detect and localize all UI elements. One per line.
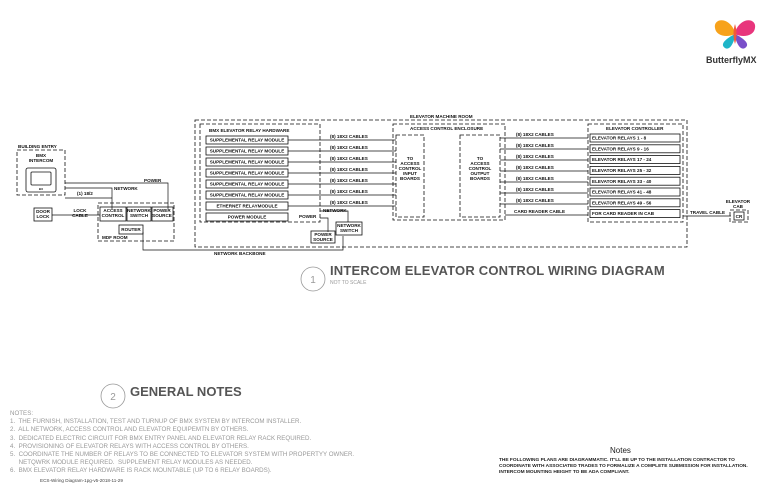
left-cable-label: (8) 18X2 CABLES <box>330 189 368 194</box>
general-notes-title: GENERAL NOTES <box>130 384 242 399</box>
network-backbone-label: NETWORK BACKBONE <box>214 251 266 256</box>
general-notes-list <box>10 410 430 476</box>
machine-room-power-source-label: POWER SOURCE <box>313 232 333 242</box>
general-note-item: 4. PROVISIONING OF ELEVATOR RELAYS WITH ACCESS CONTROL BY OTHERS. <box>10 442 249 450</box>
elevator-cab-title: ELEVATOR CAB <box>725 199 751 209</box>
elevator-relay-label: ELEVATOR RELAYS 41 - 48 <box>592 189 652 195</box>
right-cable-label: (8) 18X2 CABLES <box>516 176 554 181</box>
general-note-item: 3. DEDICATED ELECTRIC CIRCUIT FOR BMX ENTRY PANEL AND ELEVATOR RELAY RACK REQUIRED. <box>10 434 312 442</box>
travel-cable-label: TRAVEL CABLE <box>690 210 726 215</box>
relay-module-label: POWER MODULE <box>227 214 267 220</box>
relay-module-list <box>206 136 320 221</box>
bmx-intercom-label: BMX INTERCOM <box>28 153 54 163</box>
relay-module-label: SUPPLEMENTAL RELAY MODULE <box>209 181 285 187</box>
elevator-controller-title: ELEVATOR CONTROLLER <box>606 126 664 131</box>
machine-room-network-label: NETWORK <box>323 208 347 213</box>
elevator-relay-label: ELEVATOR RELAYS 17 - 24 <box>592 157 652 163</box>
left-cable-label: (8) 18X2 CABLES <box>330 200 368 205</box>
right-cable-label: (8) 18X2 CABLES <box>516 187 554 192</box>
machine-room-power-label: POWER <box>299 214 317 219</box>
elevator-relay-label: FOR CARD READER IN CAB <box>592 211 655 217</box>
relay-module-label: SUPPLEMENTAL RELAY MODULE <box>209 170 285 176</box>
left-cable-label: (8) 18X2 CABLES <box>330 145 368 150</box>
access-control-enclosure-title: ACCESS CONTROL ENCLOSURE <box>410 126 484 131</box>
svg-text:BX: BX <box>38 187 44 191</box>
relay-module-label: SUPPLEMENTAL RELAY MODULE <box>209 159 285 165</box>
relay-hardware-title: BMX ELEVATOR RELAY HARDWARE <box>209 128 290 133</box>
cable-18-2-label: (1) 18/2 <box>77 191 93 196</box>
general-note-item: NETQWRK MODULE REQUIRED. SUPPLEMENT RELAY MODULES AS NEEDED. <box>10 459 253 467</box>
general-notes-heading: NOTES: <box>10 410 34 417</box>
right-cable-label: (8) 18X2 CABLES <box>516 198 554 203</box>
mdf-network-label: NETWORK <box>114 186 138 191</box>
router-label: ROUTER <box>121 227 141 232</box>
card-reader-box-label: CR <box>735 214 743 219</box>
footer-filename: ECS-Wiring Diagram-1pg-v5-2018-11-29 <box>40 478 123 483</box>
intercom-screen-icon <box>31 172 51 185</box>
machine-room-title: ELEVATOR MACHINE ROOM <box>410 114 473 119</box>
side-notes-text: THE FOLLOWING PLANS ARE DIAGRAMMATIC. IT'LL BE UP TO THE INSTALLATION CONTRACTOR TO COORDINATE WITH ASSOCIATED TRADES TO FORMALIZE A COMPLETE SUBMISSION FOR INSTALLATION. INTERCOM MOUNTING HEIGHT TO BE ADA COMPLIANT. <box>499 458 748 475</box>
right-cable-label: (8) 18X2 CABLES <box>516 165 554 170</box>
machine-room-network-switch-label: NETWORK SWITCH <box>337 223 361 233</box>
elevator-relay-label: ELEVATOR RELAYS 25 - 32 <box>592 168 652 173</box>
output-boards-label: TO ACCESS CONTROL OUTPUT BOARDS <box>468 156 492 181</box>
relay-module-label: ETHERNET RELAYMODULE <box>216 203 278 209</box>
right-cable-list <box>500 132 588 204</box>
diagram-number: 1 <box>310 275 316 286</box>
relay-module-label: SUPPLEMENTAL RELAY MODULE <box>209 137 285 143</box>
mdf-network-switch-label: NETWORK SWITCH <box>127 208 151 218</box>
mdf-power-source-label: POWER SOURCE <box>152 208 172 218</box>
building-entry-title: BUILDING ENTRY <box>18 144 57 149</box>
diagram-title: INTERCOM ELEVATOR CONTROL WIRING DIAGRAM <box>330 263 665 278</box>
butterfly-logo-icon <box>715 20 755 48</box>
card-reader-cable-label: CARD READER CABLE <box>514 209 566 214</box>
brand-name: ButterflyMX <box>706 55 757 65</box>
general-notes-number: 2 <box>110 392 116 403</box>
right-cable-label: (8) 18X2 CABLES <box>516 154 554 159</box>
mdf-power-label: POWER <box>144 178 162 183</box>
relay-module-label: SUPPLEMENTAL RELAY MODULE <box>209 148 285 154</box>
elevator-relay-label: ELEVATOR RELAYS 49 - 56 <box>592 200 652 206</box>
left-cable-list <box>320 134 396 206</box>
left-cable-label: (8) 18X2 CABLES <box>330 156 368 161</box>
relay-module-label: SUPPLEMENTAL RELAY MODULE <box>209 192 285 198</box>
elevator-relay-label: ELEVATOR RELAYS 1 - 8 <box>592 135 647 141</box>
right-cable-label: (8) 18X2 CABLES <box>516 143 554 148</box>
elevator-relay-label: ELEVATOR RELAYS 33 - 40 <box>592 178 652 184</box>
lock-cable-label: LOCK CABLE <box>72 208 88 218</box>
general-note-item: 1. THE FURNISH, INSTALLATION, TEST AND TURNUP OF BMX SYSTEM BY INTERCOM INSTALLER. <box>10 418 302 426</box>
elevator-relay-list <box>590 134 680 218</box>
left-cable-label: (8) 18X2 CABLES <box>330 167 368 172</box>
elevator-relay-label: ELEVATOR RELAYS 9 - 16 <box>592 146 649 152</box>
side-notes-title: Notes <box>610 446 631 455</box>
door-lock-label: DOOR LOCK <box>36 209 50 219</box>
input-boards-label: TO ACCESS CONTROL INPUT BOARDS <box>398 156 422 181</box>
left-cable-label: (8) 18X2 CABLES <box>330 134 368 139</box>
general-note-item: 5. COORDINATE THE NUMBER OF RELAYS TO BE CONNECTED TO ELEVATOR SYSTEM WITH PROPERTYY OWNER. <box>10 451 355 459</box>
mdf-room-label: MDF ROOM <box>102 235 128 240</box>
right-cable-label: (8) 18X2 CABLES <box>516 132 554 137</box>
left-cable-label: (8) 18X2 CABLES <box>330 178 368 183</box>
machine-room-power-wire <box>320 218 328 232</box>
general-note-item: 6. BMX ELEVATOR RELAY HARDWARE IS RACK MOUNTABLE (UP TO 6 RELAY BOARDS). <box>10 467 272 475</box>
access-control-label: ACCESS CONTROL <box>101 208 125 218</box>
general-note-item: 2. ALL NETWORK, ACCESS CONTROL AND ELEVATOR EQUIPEMTN BY OTHERS. <box>10 426 249 434</box>
diagram-subtitle: NOT TO SCALE <box>330 280 367 286</box>
